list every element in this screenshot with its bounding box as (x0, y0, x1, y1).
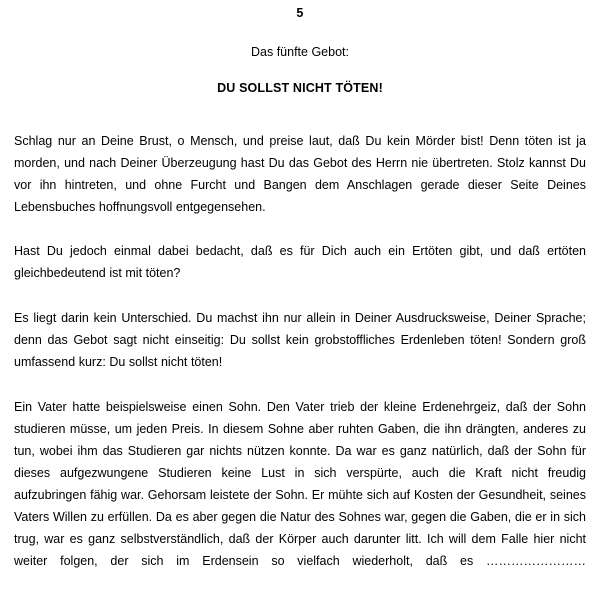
paragraph: Ein Vater hatte beispielsweise einen Sohn. Den Vater trieb der kleine Erdenehrgeiz, daß der Sohn studieren müsse, um jeden Preis. In diesem Sohne aber ruhten Gaben, die ihn drängten, anderes zu tun, wobei ihm das Studieren gar nichts nützen konnte. Da war es ganz natürlich, daß der Sohn für dieses aufgezwungene Studieren keine Lust in sich verspürte, auch die Kraft nicht freudig aufzubringen fähig war. Gehorsam leistete der Sohn. Er mühte sich auf Kosten der Gesundheit, seines Vaters Willen zu erfüllen. Da es aber gegen die Natur des Sohnes war, gegen die Gaben, die er in sich trug, war es ganz selbstverständlich, daß der Körper auch darunter litt. Ich will dem Falle hier nicht weiter folgen, der sich im Erdensein so vielfach wiederholt, daß es …………………… (14, 400, 586, 568)
body-text (14, 130, 586, 594)
document-subtitle: Das fünfte Gebot: (251, 45, 349, 59)
page-number: 5 (296, 6, 304, 20)
paragraph: Schlag nur an Deine Brust, o Mensch, und preise laut, daß Du kein Mörder bist! Denn töten ist ja morden, und nach Deiner Überzeugung hast Du das Gebot des Herrn nie übertreten. Stolz kannst Du vor ihn hintreten, und ohne Furcht und Bangen dem Anschlagen gerade dieser Seite Deines Lebensbuches hoffnungsvoll entgegensehen. (14, 134, 586, 214)
page-title: DU SOLLST NICHT TÖTEN! (217, 81, 383, 95)
paragraph: Es liegt darin kein Unterschied. Du machst ihn nur allein in Deiner Ausdrucksweise, Deiner Sprache; denn das Gebot sagt nicht einseitig: Du sollst kein grobstoffliches Erdenleben töten! Sondern groß umfassend kurz: Du sollst nicht töten! (14, 311, 586, 369)
paragraph: Hast Du jedoch einmal dabei bedacht, daß es für Dich auch ein Ertöten gibt, und daß ertöten gleichbedeutend ist mit töten? (14, 244, 586, 280)
